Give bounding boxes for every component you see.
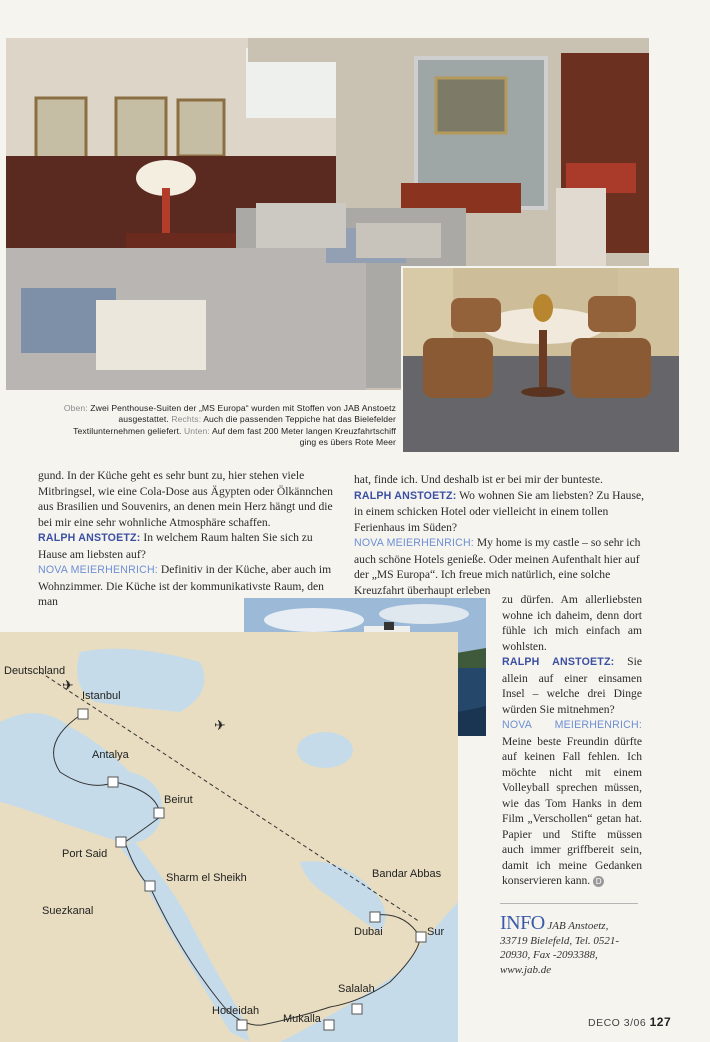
info-company: JAB Anstoetz, xyxy=(547,920,609,932)
info-phone: 20930, Fax -2093388, xyxy=(500,949,598,961)
question-text: In welchem Raum halten Sie sich zu Hause am liebsten auf? xyxy=(38,531,313,561)
info-address: 33719 Bielefeld, Tel. 0521- xyxy=(500,934,620,947)
city-marker xyxy=(116,837,126,847)
map-label-dubai: Dubai xyxy=(354,926,383,938)
map-label-sur: Sur xyxy=(427,926,445,938)
map-label-bandar-abbas: Bandar Abbas xyxy=(372,868,442,880)
caption-label-bottom: Unten: xyxy=(184,425,210,436)
map-label-hodeidah: Hodeidah xyxy=(212,1005,260,1017)
route-map xyxy=(0,632,458,1042)
speaker-label: NOVA MEIERHENRICH: xyxy=(354,537,474,549)
article-column-3 xyxy=(502,592,642,889)
article-column-1 xyxy=(38,468,338,610)
city-marker xyxy=(416,932,426,942)
paragraph: gund. In der Küche geht es sehr bunt zu, hier stehen viele Mitbringsel, wie eine Cola-Dose aus Ägypten oder Ölkännchen aus Brasilien und Souvenirs, an denen mein Herz hängt und die bei mir eine sehr wohnliche Atmosphäre schaffen. xyxy=(38,469,333,529)
speaker-label: RALPH ANSTOETZ: xyxy=(502,656,615,668)
map-label-deutschland: Deutschland xyxy=(4,665,66,677)
city-marker xyxy=(108,777,118,787)
city-marker xyxy=(352,1004,362,1014)
city-marker xyxy=(324,1020,334,1030)
plane-icon: ✈ xyxy=(62,679,74,694)
caption-text-bottom: Auf dem fast 200 Meter langen Kreuzfahrtschiff ging es übers Rote Meer xyxy=(211,425,396,448)
answer-text: My home is my castle – so sehr ich auch schöne Hotels genieße. Oder meinen Aufenthalt hier auf der „MS Europa“. Ich freue mich natürlich, eine solche Kreuzfahrt überhaupt erleben xyxy=(354,536,641,597)
map-label-suezkanal: Suezkanal xyxy=(42,905,94,917)
map-label-salalah: Salalah xyxy=(338,983,375,995)
map-label-istanbul: Istanbul xyxy=(82,690,121,702)
article-column-2 xyxy=(354,472,644,598)
page-number: 127 xyxy=(649,1015,672,1029)
issue-label: DECO 3/06 xyxy=(588,1017,647,1029)
plane-icon: ✈ xyxy=(214,719,226,734)
speaker-label: RALPH ANSTOETZ: xyxy=(354,489,457,502)
speaker-label: NOVA MEIERHENRICH: xyxy=(502,719,642,731)
info-website-link[interactable]: www.jab.de xyxy=(500,963,552,976)
caption-label-right: Rechts: xyxy=(171,414,202,425)
map-label-antalya: Antalya xyxy=(92,749,129,761)
photo-caption xyxy=(62,403,396,449)
dining-photo xyxy=(401,266,681,454)
map-label-beirut: Beirut xyxy=(164,794,193,806)
map-label-port-said: Port Said xyxy=(62,848,108,860)
city-marker xyxy=(237,1020,247,1030)
caption-text-right: Auch die passenden Teppiche hat das Bielefelder Textilunternehmen geliefert. xyxy=(73,414,396,436)
city-marker xyxy=(78,709,88,719)
speaker-label: NOVA MEIERHENRICH: xyxy=(38,564,158,576)
end-mark-icon: D xyxy=(593,876,604,887)
info-box xyxy=(500,912,660,977)
speaker-label: RALPH ANSTOETZ: xyxy=(38,532,141,544)
info-heading: INFO xyxy=(500,912,545,934)
question-text: Wo wohnen Sie am liebsten? Zu Hause, in einem schicken Hotel oder vielleicht in einem tollen Ferienhaus im Süden? xyxy=(354,488,645,534)
caption-text-top: Zwei Penthouse-Suiten der „MS Europa“ wurden mit Stoffen von JAB Anstoetz ausgestattet. xyxy=(90,403,396,425)
city-marker xyxy=(154,808,164,818)
page-footer xyxy=(588,1015,671,1029)
divider xyxy=(500,903,638,904)
map-label-mukalla: Mukalla xyxy=(283,1013,321,1025)
city-marker xyxy=(145,881,155,891)
city-marker xyxy=(370,912,380,922)
paragraph: zu dürfen. Am allerliebsten wohne ich daheim, denn dort fühle ich mich einfach am wohlsten. xyxy=(502,593,642,653)
paragraph: hat, finde ich. Und deshalb ist er bei mir der bunteste. xyxy=(354,473,603,486)
map-label-sharm-el-sheikh: Sharm el Sheikh xyxy=(166,872,247,884)
caption-label-top: Oben: xyxy=(63,403,88,413)
answer-text: Meine beste Freundin dürfte auf keinen Fall fehlen. Ich möchte nicht mit einem Volleyball sprechen müssen, wie das Tom Hanks in dem Film „Verschollen“ getan hat. Papier und Stifte müssen auch immer griffbereit sein, damit ich meine Gedanken konservieren kann. xyxy=(502,734,642,887)
answer-text: Definitiv in der Küche, aber auch im Wohnzimmer. Die Küche ist der kommunikativste Raum, den man xyxy=(38,563,332,608)
question-text: Sie allein auf einer einsamen Insel – welche drei Dinge würden Sie mitnehmen? xyxy=(502,655,642,716)
